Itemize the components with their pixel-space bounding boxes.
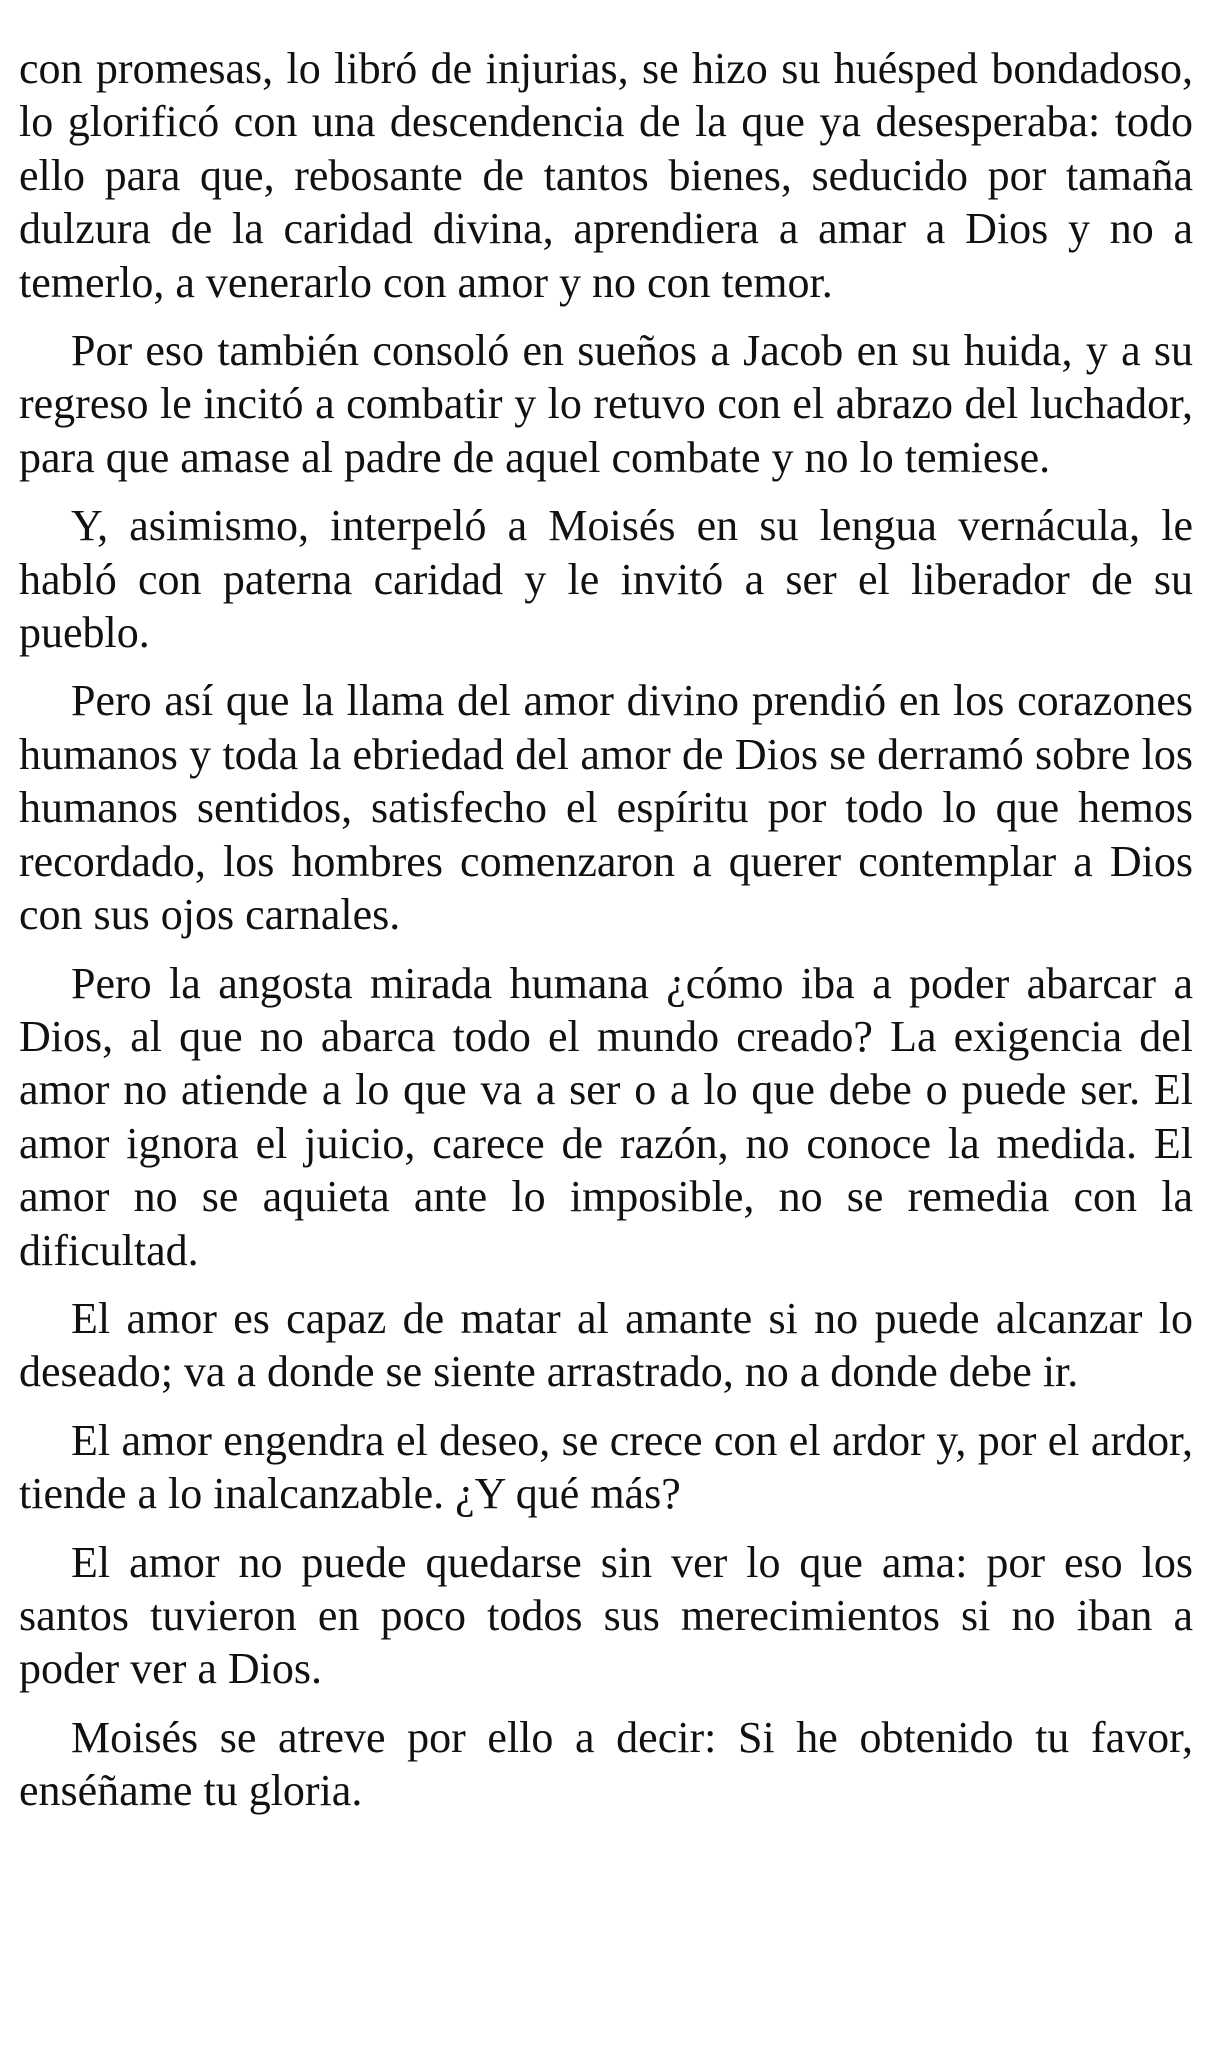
- paragraph-3: Y, asimismo, interpeló a Moisés en su lengua vernácula, le habló con paterna caridad y le invitó a ser el liberador de su pueblo.: [19, 501, 1193, 658]
- paragraph-6: El amor es capaz de matar al amante si no puede alcanzar lo deseado; va a donde se siente arrastrado, no a donde debe ir.: [19, 1293, 1193, 1397]
- paragraph-1: con promesas, lo libró de injurias, se hizo su huésped bondadoso, lo glorificó con una descendencia de la que ya desesperaba: todo ello para que, rebosante de tantos bienes, seducido por tamaña dulzura de la caridad divina, aprendiera a amar a Dios y no a temerlo, a venerarlo con amor y no con temor.: [19, 44, 1193, 307]
- paragraph-7: El amor engendra el deseo, se crece con el ardor y, por el ardor, tiende a lo inalcanzable. ¿Y qué más?: [19, 1415, 1193, 1519]
- paragraph-2: Por eso también consoló en sueños a Jacob en su huida, y a su regreso le incitó a combatir y lo retuvo con el abrazo del luchador, para que amase al padre de aquel combate y no lo temiese.: [19, 326, 1193, 482]
- paragraph-4: Pero así que la llama del amor divino prendió en los corazones humanos y toda la ebriedad del amor de Dios se derramó sobre los humanos sentidos, satisfecho el espíritu por todo lo que hemos recordado, los hombres comenzaron a querer contemplar a Dios con sus ojos carnales.: [19, 676, 1193, 940]
- paragraph-8: El amor no puede quedarse sin ver lo que ama: por eso los santos tuvieron en poco todos sus merecimientos si no iban a poder ver a Dios.: [19, 1537, 1193, 1694]
- page-body: [19, 42, 1193, 1833]
- paragraph-9: Moisés se atreve por ello a decir: Si he obtenido tu favor, enséñame tu gloria.: [19, 1712, 1193, 1816]
- paragraph-5: Pero la angosta mirada humana ¿cómo iba a poder abarcar a Dios, al que no abarca todo el mundo creado? La exigencia del amor no atiende a lo que va a ser o a lo que debe o puede ser. El amor ignora el juicio, carece de razón, no conoce la medida. El amor no se aquieta ante lo imposible, no se remedia con la dificultad.: [19, 958, 1193, 1275]
